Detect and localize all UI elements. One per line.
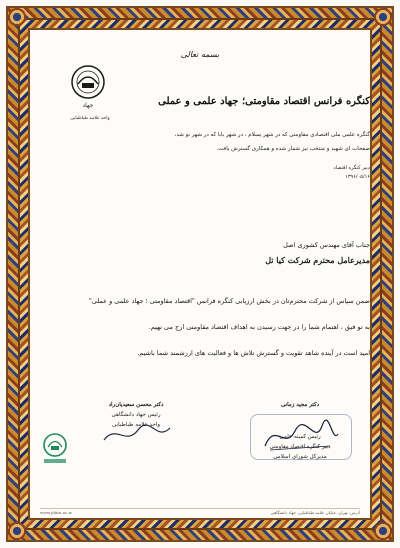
reference-date: ۱۳۹۶/۰۵/۱۶ bbox=[345, 174, 370, 180]
intro-line: گنگره علمی ملی اقتصادی مقاومتی که در شهر یسلام ، در شهر بابا که در شهر نو شد، bbox=[174, 132, 370, 138]
corner-ornament-icon bbox=[372, 6, 394, 28]
footer-divider bbox=[40, 508, 360, 509]
basmala: بسمه تعالی bbox=[180, 50, 220, 59]
reference-block bbox=[180, 164, 370, 182]
body-line: امید است در آینده شاهد تقویت و گسترش تلاش ها و فعالیت های ارزشمند شما باشیم. bbox=[137, 349, 370, 357]
signature-block-right bbox=[230, 400, 370, 462]
signer-role: مدیرکل شورای اسلامی bbox=[273, 454, 327, 460]
body-line: به تو فیق ، اهتمام شما را در جهت رسیدن به اهداف اقتصاد مقاومتی ارج می نهیم. bbox=[148, 323, 370, 331]
signer-name: دکتر محسن سعیدیان‌راد bbox=[108, 402, 164, 408]
corner-ornament-icon bbox=[6, 520, 28, 542]
signature-block-left bbox=[66, 400, 206, 430]
signer-name: دکتر مجید زمانی bbox=[280, 402, 320, 408]
signer-role: دبیر کنگره اقتصاد مقاومتی bbox=[269, 444, 331, 450]
addressee-block bbox=[110, 238, 370, 268]
logo-word: جهاد bbox=[82, 102, 94, 109]
corner-ornament-icon bbox=[6, 6, 28, 28]
certificate-content bbox=[30, 30, 370, 518]
signature-scribble-icon bbox=[260, 416, 340, 456]
logo-unit-label: واحد علامه طباطبایی bbox=[70, 116, 110, 121]
intro-line: صفحات ای شهید و منتخب نیز شمار شده و همکاری گسترش یافت. bbox=[216, 146, 370, 152]
signature-scribble-icon bbox=[96, 416, 176, 450]
footer-website: www.jdatu.ac.ir bbox=[40, 510, 72, 515]
signer-role: رئیس کمیته علمی bbox=[279, 434, 321, 440]
body-line: ضمن سپاس از شرکت محترم‌تان در بخش ارزیابی کنگره فرانس "اقتصاد مقاومتی ؛ جهاد علمی و عملی" bbox=[88, 297, 370, 305]
addressee-title: مدیرعامل محترم شرکت کیا تل bbox=[265, 255, 370, 265]
intro-paragraph bbox=[50, 128, 370, 156]
reference-title: دبیر کنگره اقتصاد bbox=[333, 165, 370, 171]
corner-ornament-icon bbox=[372, 520, 394, 542]
addressee-name: جناب آقای مهندس کشوری اصل bbox=[283, 241, 370, 249]
certificate-body bbox=[40, 288, 370, 366]
certificate-title: کنگره فرانس اقتصاد مقاومتی؛ جهاد علمی و عملی bbox=[158, 96, 370, 107]
signer-role: رئیس جهاد دانشگاهی bbox=[111, 412, 161, 418]
signer-role: واحد علامه طباطبایی bbox=[112, 422, 160, 428]
footer-address: آدرس: تهران، خیابان علامه طباطبایی، جهاد دانشگاهی bbox=[270, 510, 360, 515]
jahad-green-seal-icon bbox=[40, 432, 70, 466]
